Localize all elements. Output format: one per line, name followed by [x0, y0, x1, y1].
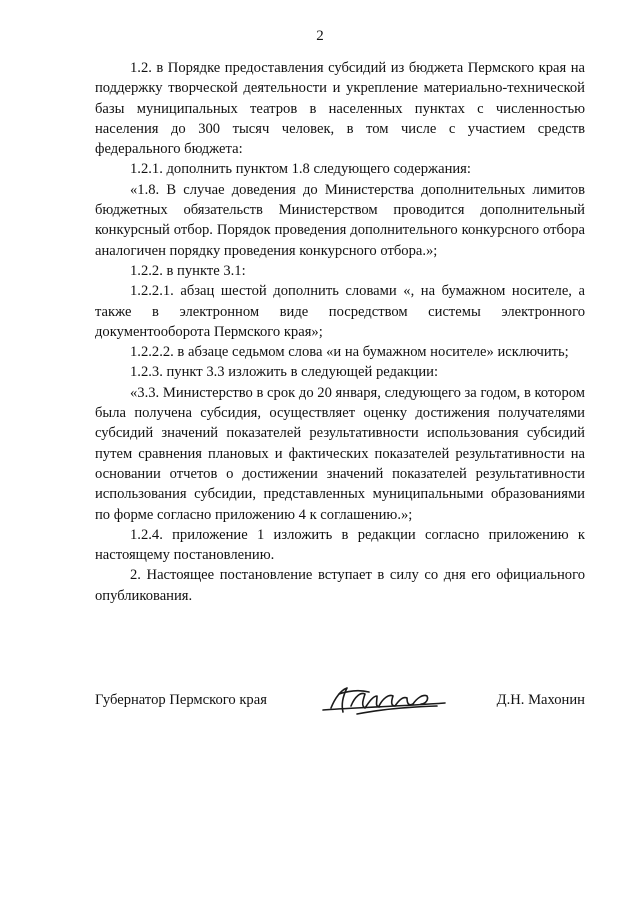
signature-block [95, 690, 585, 720]
document-body [95, 58, 585, 606]
paragraph-3-3-quote: «3.3. Министерство в срок до 20 января, следующего за годом, в котором была получена субсидия, осуществляет оценку достижения получателями субсидий значений показателей результативности использования субсидий путем сравнения плановых и фактических показателей результативности на основании отчетов о достижении значений показателей результативности использования субсидии, представленных муниципальными образованиями по форме согласно приложению 4 к соглашению.»; [95, 384, 585, 523]
paragraph-1-8-quote: «1.8. В случае доведения до Министерства дополнительных лимитов бюджетных обязательств Министерством проводится дополнительный конкурсный отбор. Порядок проведения дополнительного конкурсного отбора аналогичен порядку проведения конкурсного отбора.»; [95, 181, 585, 259]
paragraph-1-2-3: 1.2.3. пункт 3.3 изложить в следующей редакции: [130, 364, 439, 381]
paragraph-1-2-2-2: 1.2.2.2. в абзаце седьмом слова «и на бумажном носителе» исключить; [130, 344, 569, 361]
paragraph-1-2-4: 1.2.4. приложение 1 изложить в редакции согласно приложению к настоящему постановлению. [95, 526, 585, 564]
paragraph-1-2-2-1: 1.2.2.1. абзац шестой дополнить словами «, на бумажном носителе, а также в электронном виде посредством системы электронного документооборота Пермского края»; [95, 283, 585, 340]
signatory-title: Губернатор Пермского края [95, 692, 267, 708]
signatory-name: Д.Н. Махонин [496, 692, 585, 708]
page-number: 2 [316, 28, 324, 44]
paragraph-1-2: 1.2. в Порядке предоставления субсидий из бюджета Пермского края на поддержку творческой деятельности и укрепление материально-технической базы муниципальных театров в населенных пунктах с численностью населения до 300 тысяч человек, в том числе с участием средств федерального бюджета: [95, 60, 585, 158]
paragraph-1-2-2: 1.2.2. в пункте 3.1: [130, 262, 246, 279]
paragraph-2: 2. Настоящее постановление вступает в силу со дня его официального опубликования. [95, 567, 585, 604]
handwritten-signature [317, 680, 447, 720]
paragraph-1-2-1: 1.2.1. дополнить пунктом 1.8 следующего содержания: [130, 161, 471, 178]
